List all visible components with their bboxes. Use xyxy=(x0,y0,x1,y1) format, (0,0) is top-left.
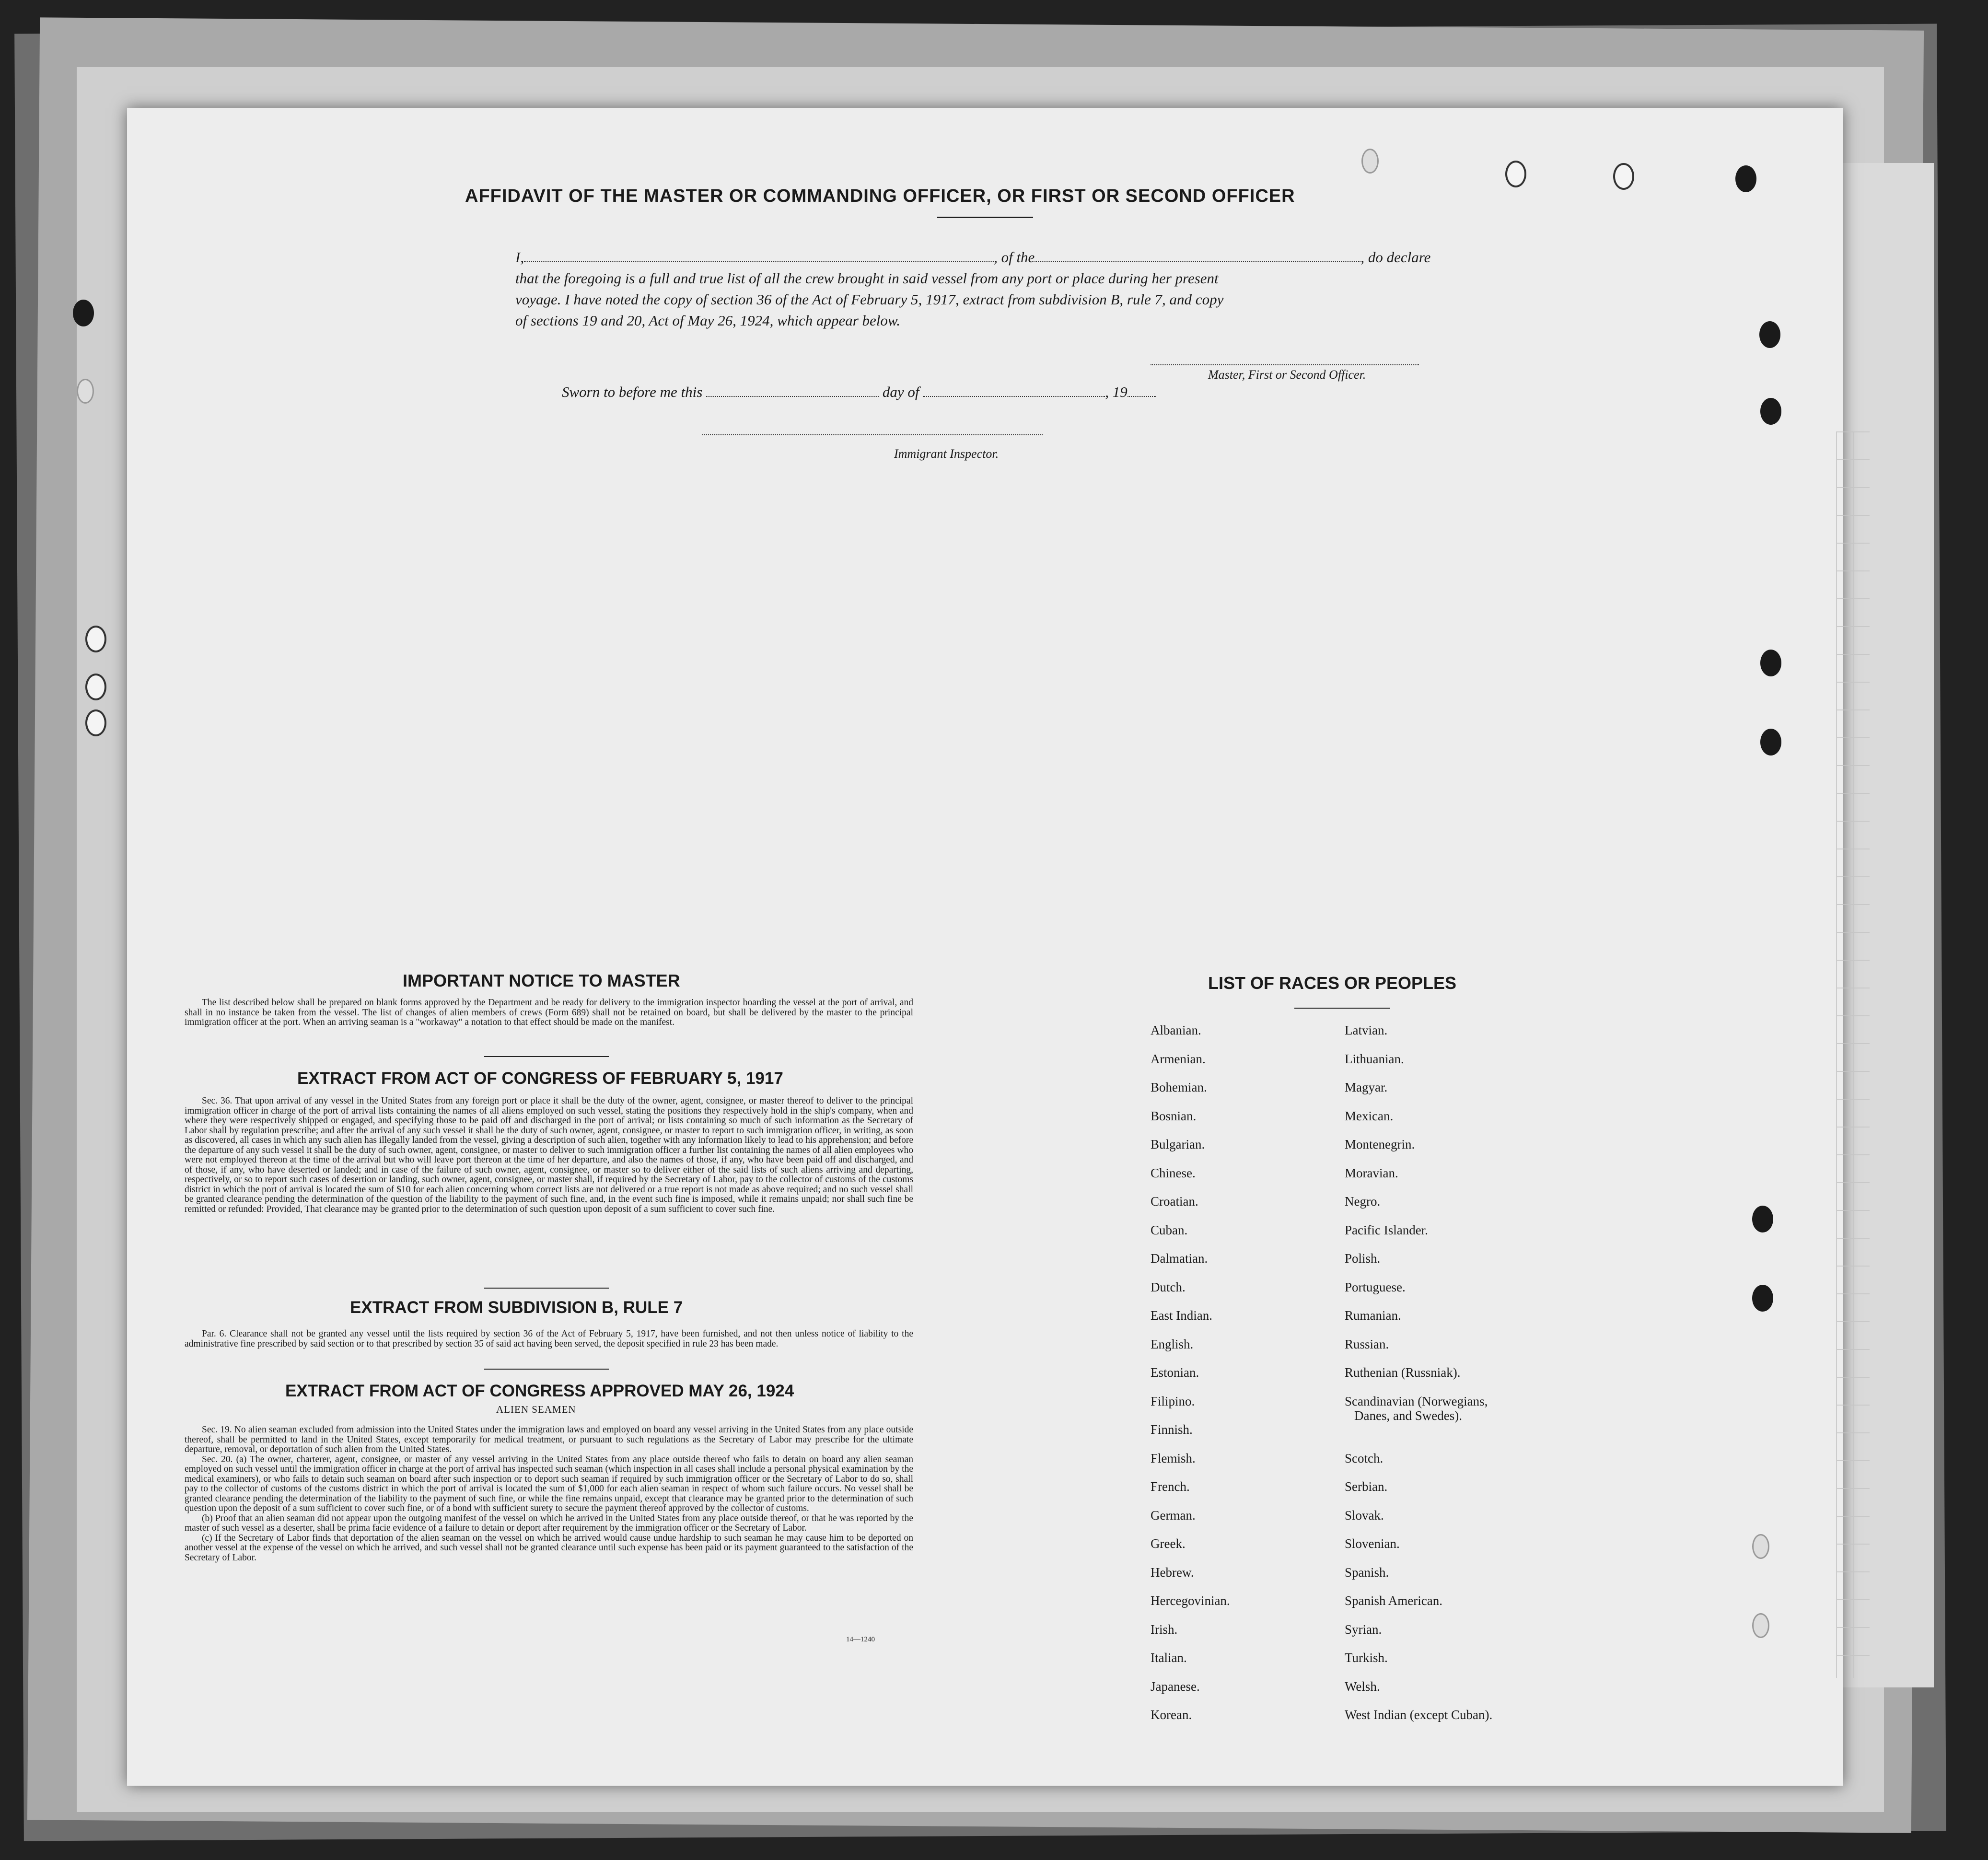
race-item: Albanian. xyxy=(1151,1023,1201,1037)
race-item: Greek. xyxy=(1151,1536,1186,1551)
race-item: Cuban. xyxy=(1151,1222,1188,1237)
race-item: Welsh. xyxy=(1345,1679,1380,1694)
punch-hole xyxy=(77,379,94,404)
punch-hole xyxy=(85,709,106,736)
race-item: Bohemian. xyxy=(1151,1080,1207,1094)
punch-hole xyxy=(1760,729,1781,756)
race-item: Hercegovinian. xyxy=(1151,1593,1230,1608)
race-item: Scandinavian (Norwegians, xyxy=(1345,1394,1488,1408)
divider xyxy=(937,217,1033,218)
race-item: Mexican. xyxy=(1345,1108,1394,1123)
races-column-1 xyxy=(1151,1023,1230,1736)
declaration-line-4: of sections 19 and 20, Act of May 26, 1924, which appear below. xyxy=(515,312,901,329)
alien-seamen-subtitle: ALIEN SEAMEN xyxy=(496,1404,576,1415)
punch-hole xyxy=(1759,321,1780,348)
race-item: Portuguese. xyxy=(1345,1279,1406,1294)
race-item: Rumanian. xyxy=(1345,1308,1401,1323)
race-item: Lithuanian. xyxy=(1345,1051,1404,1066)
divider xyxy=(484,1288,609,1289)
section-36-paragraph: Sec. 36. That upon arrival of any vessel in the United States from any foreign port or place it shall be the duty of the owner, agent, consignee, or master thereof to deliver to the principal immigration officer in charge of the port of arrival lists containing the names of all aliens employed on such vessel, stating the positions they respectively hold in the ship's company, when and where they were respectively shipped or engaged, and specifying those to be paid off and discharged in the port of arrival; or lists containing so much of such information as the Secretary of Labor shall by regulation prescribe; and after the arrival of any such vessel it shall be the duty of such owner, agent, consignee, or master to report to such immigration officer, in writing, as soon as discovered, all cases in which any such alien has illegally landed from the vessel, giving a description of such alien, together with any information likely to lead to his apprehension; and before the departure of any such vessel it shall be the duty of such owner, agent, consignee, or master to deliver to such immigration officer a further list containing the names of all alien employees who were not employed thereon at the time of the arrival but who will leave port thereon at the time of her departure, and also the names of those, if any, who have been paid off and discharged, and of those, if any, who have deserted or landed; and in case of the failure of such owner, agent, consignee, or master so to deliver either of the said lists of such aliens arriving and departing, respectively, or so to report such cases of desertion or landing, such owner, agent, consignee, or master shall, if required by the Secretary of Labor, pay to the collector of customs of the customs district in which the port of arrival is located the sum of $10 for each alien concerning whom correct lists are not delivered or a true report is not made as above required; and no such vessel shall be granted clearance pending the determination of the question of the liability to the payment of such fine, and, in the event such fine is imposed, while it remains unpaid; nor shall such fine be remitted or refunded: Provided, That clearance may be granted prior to the determination of such question upon deposit of a sum sufficient to cover such fine. xyxy=(185,1096,913,1214)
race-item: Danes, and Swedes). xyxy=(1354,1408,1462,1423)
declaration-text: I, xyxy=(515,249,524,266)
notice-text xyxy=(185,998,913,1028)
underlying-grid-strip xyxy=(1836,431,1870,1678)
signature-label: Master, First or Second Officer. xyxy=(1208,368,1366,382)
sworn-line xyxy=(562,384,1156,401)
race-item: Dutch. xyxy=(1151,1279,1186,1294)
extract-1924-title: EXTRACT FROM ACT OF CONGRESS APPROVED MAY 26, 1924 xyxy=(285,1382,794,1400)
race-item: Filipino. xyxy=(1151,1394,1195,1408)
race-item: Moravian. xyxy=(1345,1165,1398,1180)
race-item: Chinese. xyxy=(1151,1165,1196,1180)
race-item: Japanese. xyxy=(1151,1679,1200,1694)
punch-hole xyxy=(1752,1206,1773,1232)
section-19-paragraph: Sec. 19. No alien seaman excluded from admission into the United States under the immigration laws and employed on board any vessel arriving in the United States from any place outside thereof, shall be permitted to land in the United States, except temporarily for medical treatment, or pursuant to such regulations as the Secretary of Labor may prescribe for the ultimate departure, removal, or deportation of such alien from the United States. xyxy=(185,1425,913,1454)
race-item: Finnish. xyxy=(1151,1422,1193,1437)
punch-hole xyxy=(1505,161,1526,187)
races-column-2 xyxy=(1345,1023,1492,1736)
race-item: French. xyxy=(1151,1479,1190,1494)
race-item: Montenegrin. xyxy=(1345,1137,1415,1151)
race-item: Latvian. xyxy=(1345,1023,1388,1037)
race-item: Korean. xyxy=(1151,1708,1192,1722)
race-item: Russian. xyxy=(1345,1337,1389,1351)
punch-hole xyxy=(85,674,106,700)
race-item: Syrian. xyxy=(1345,1622,1382,1637)
race-item: Negro. xyxy=(1345,1194,1381,1209)
race-item: Scotch. xyxy=(1345,1451,1383,1465)
race-item: Dalmatian. xyxy=(1151,1251,1208,1266)
punch-hole xyxy=(1752,1285,1773,1312)
race-item: Hebrew. xyxy=(1151,1565,1194,1580)
extract-1924-text xyxy=(185,1425,913,1563)
punch-hole xyxy=(73,300,94,326)
declaration-line-2: that the foregoing is a full and true list of all the crew brought in said vessel from any port or place during her present xyxy=(515,270,1219,287)
notice-title: IMPORTANT NOTICE TO MASTER xyxy=(403,971,680,990)
notice-paragraph: The list described below shall be prepared on blank forms approved by the Department and be ready for delivery to the immigration inspector boarding the vessel at the port of arrival, and shall in no instance be taken from the vessel. The list of changes of alien members of crews (Form 689) shall not be retained on board, but shall be delivered by the master to the principal immigration officer at the port. When an arriving seaman is a "workaway" a notation to that effect should be made on the manifest. xyxy=(185,998,913,1027)
race-item: Bosnian. xyxy=(1151,1108,1197,1123)
race-item: German. xyxy=(1151,1508,1196,1523)
rule-7-title: EXTRACT FROM SUBDIVISION B, RULE 7 xyxy=(350,1298,683,1317)
declaration-text: , do declare xyxy=(1360,249,1431,266)
races-title: LIST OF RACES OR PEOPLES xyxy=(1208,973,1457,993)
punch-hole xyxy=(1361,149,1379,174)
punch-hole xyxy=(1760,650,1781,676)
race-item: East Indian. xyxy=(1151,1308,1212,1323)
inspector-signature-line[interactable] xyxy=(702,434,1043,435)
month-blank[interactable] xyxy=(923,396,1105,397)
section-20a-paragraph: Sec. 20. (a) The owner, charterer, agent, consignee, or master of any vessel arriving in the United States from any place outside thereof who fails to detain on board any alien seaman employed on such vessel until the immigration officer in charge at the port of arrival has inspected such seaman (which inspection in all cases shall include a personal physical examination by the medical examiners), or who fails to detain such seaman on board after such inspection or to deport such seaman if required by such immigration officer or the Secretary of Labor to do so, shall pay to the collector of customs of the customs district in which the port of arrival is located the sum of $1,000 for each alien seaman in respect of whom such failure occurs. No vessel shall be granted clearance pending the determination of the liability to the payment of such fine, or while the fine remains unpaid, except that clearance may be granted prior to the determination of such question upon the deposit of a sum sufficient to cover such fine, or of a bond with sufficient surety to secure the payment thereof approved by the collector of customs. xyxy=(185,1454,913,1513)
name-blank[interactable] xyxy=(524,261,994,262)
extract-1917-title: EXTRACT FROM ACT OF CONGRESS OF FEBRUARY 5, 1917 xyxy=(297,1069,783,1088)
race-item: Flemish. xyxy=(1151,1451,1196,1465)
declaration-line-1 xyxy=(515,247,1455,268)
race-item: Ruthenian (Russniak). xyxy=(1345,1365,1461,1380)
affidavit-title: AFFIDAVIT OF THE MASTER OR COMMANDING OFFICER, OR FIRST OR SECOND OFFICER xyxy=(465,186,1295,206)
sworn-text: , 19 xyxy=(1105,384,1128,400)
race-item: Slovak. xyxy=(1345,1508,1384,1523)
punch-hole xyxy=(1613,163,1634,190)
declaration-line-3: voyage. I have noted the copy of section 36 of the Act of February 5, 1917, extract from subdivision B, rule 7, and copy xyxy=(515,291,1224,308)
race-item: Armenian. xyxy=(1151,1051,1206,1066)
race-item: Spanish American. xyxy=(1345,1593,1442,1608)
race-item: Estonian. xyxy=(1151,1365,1199,1380)
day-blank[interactable] xyxy=(706,396,879,397)
divider xyxy=(484,1369,609,1370)
rule-7-paragraph: Par. 6. Clearance shall not be granted any vessel until the lists required by section 36 of the Act of February 5, 1917, have been furnished, and not then unless notice of liability to the administrative fine prescribed by said section or to that prescribed by section 35 of said act having been served, the deposit specified in rule 23 has been made. xyxy=(185,1329,913,1349)
race-item: Magyar. xyxy=(1345,1080,1388,1094)
punch-hole xyxy=(1760,398,1781,425)
vessel-blank[interactable] xyxy=(1035,261,1360,262)
race-item: Croatian. xyxy=(1151,1194,1198,1209)
inspector-label: Immigrant Inspector. xyxy=(894,447,999,461)
race-item: Slovenian. xyxy=(1345,1536,1400,1551)
extract-1917-text xyxy=(185,1096,913,1214)
race-item: Spanish. xyxy=(1345,1565,1389,1580)
punch-hole xyxy=(1735,165,1756,192)
punch-hole xyxy=(85,626,106,652)
race-item: Serbian. xyxy=(1345,1479,1388,1494)
divider xyxy=(484,1056,609,1057)
signature-line[interactable] xyxy=(1151,364,1419,365)
race-item: English. xyxy=(1151,1337,1194,1351)
section-20c-paragraph: (c) If the Secretary of Labor finds that deportation of the alien seaman on the vessel on which he arrived would cause undue hardship to such seaman he may cause him to be deported on another vessel at the expense of the vessel on which he arrived, and such vessel shall not be granted clearance until such expense has been paid or its payment guaranteed to the satisfaction of the Secretary of Labor. xyxy=(185,1533,913,1563)
race-item: Pacific Islander. xyxy=(1345,1222,1428,1237)
punch-hole xyxy=(1752,1534,1769,1559)
race-item: Irish. xyxy=(1151,1622,1178,1637)
race-item: Italian. xyxy=(1151,1651,1187,1665)
punch-hole xyxy=(1752,1613,1769,1638)
race-item: Polish. xyxy=(1345,1251,1381,1266)
section-20b-paragraph: (b) Proof that an alien seaman did not appear upon the outgoing manifest of the vessel on which he arrived in the United States from any place outside thereof, or that he was reported by the master of such vessel as a deserter, shall be prima facie evidence of a failure to detain or deport after requirement by the immigration officer or the Secretary of Labor. xyxy=(185,1513,913,1533)
affidavit-declaration xyxy=(515,247,1455,331)
declaration-text: , of the xyxy=(994,249,1035,266)
sworn-text: Sworn to before me this xyxy=(562,384,703,400)
divider xyxy=(1294,1008,1390,1009)
form-number: 14—1240 xyxy=(846,1636,875,1643)
race-item: Turkish. xyxy=(1345,1651,1388,1665)
race-item: Bulgarian. xyxy=(1151,1137,1205,1151)
rule-7-text xyxy=(185,1329,913,1349)
year-blank[interactable] xyxy=(1128,396,1156,397)
race-item: West Indian (except Cuban). xyxy=(1345,1708,1493,1722)
sworn-text: day of xyxy=(882,384,919,400)
